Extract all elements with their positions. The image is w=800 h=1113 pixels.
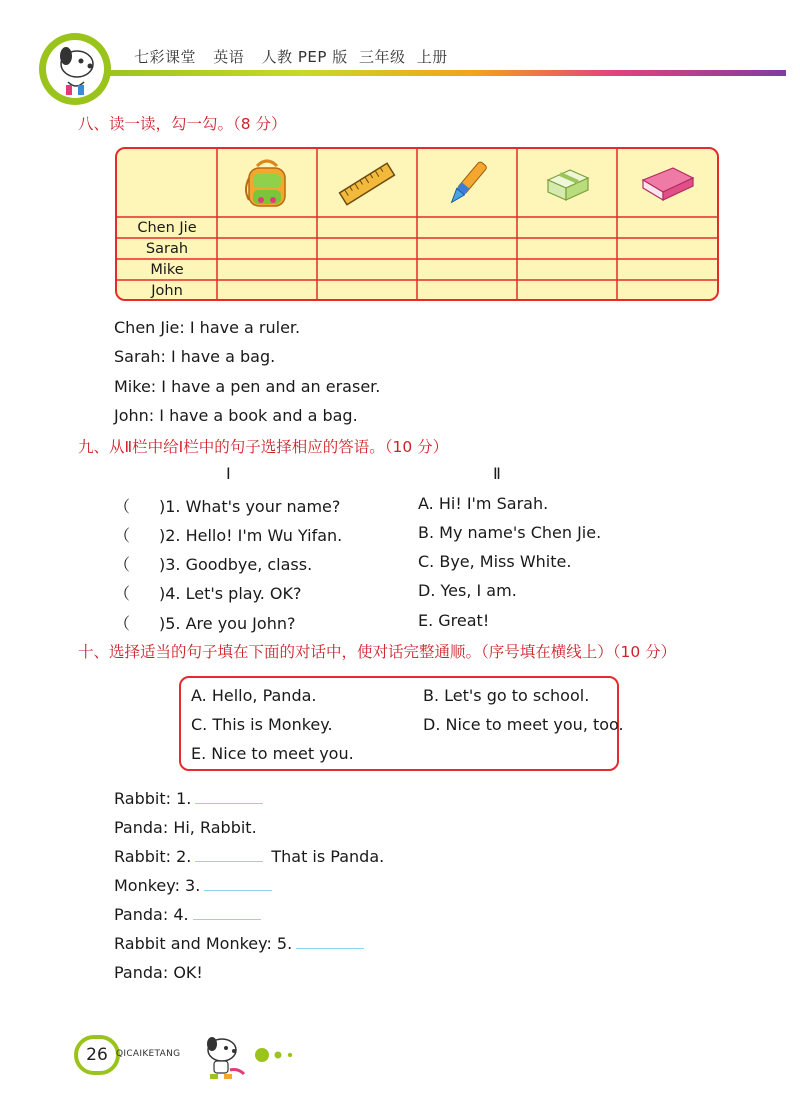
header-grade: 三年级 (358, 48, 406, 66)
section-8-title: 八、读一读，勾一勾。（8 分） (78, 115, 287, 133)
option-c: C. This is Monkey. (191, 715, 333, 734)
question-2-text: )2. Hello! I'm Wu Yifan. (159, 526, 343, 545)
dialogue-line-5 (114, 905, 261, 924)
dog-logo-icon (36, 30, 114, 108)
dialogue-line-3 (114, 847, 384, 866)
page-number: 26 (74, 1035, 120, 1075)
answer-a: A. Hi! I'm Sarah. (418, 494, 549, 513)
answer-blank[interactable]: （ (114, 497, 131, 516)
dialogue-line-2: Panda: Hi, Rabbit. (114, 818, 257, 837)
check-table (115, 147, 719, 301)
name-column (117, 218, 217, 301)
header-subject: 英语 (213, 48, 245, 66)
pen-icon (417, 155, 517, 213)
dialogue-line-4 (114, 876, 272, 895)
fill-blank-2[interactable] (195, 848, 263, 862)
question-5 (114, 611, 295, 634)
sentence-4: John: I have a book and a bag. (114, 406, 358, 425)
dialogue-line-1 (114, 789, 263, 808)
column-1-header: Ⅰ (226, 464, 231, 483)
name-chen-jie: Chen Jie (137, 220, 197, 236)
question-4 (114, 581, 302, 604)
answer-blank[interactable]: （ (114, 584, 131, 603)
dialogue-line-1-text: Rabbit: 1. (114, 789, 192, 808)
dialogue-line-3-text: Rabbit: 2. (114, 847, 192, 866)
fill-blank-1[interactable] (195, 790, 263, 804)
eraser-icon (517, 155, 617, 213)
footer-brand: QICAIKETANG (116, 1049, 181, 1059)
question-1-text: )1. What's your name? (159, 497, 341, 516)
fill-blank-5[interactable] (296, 935, 364, 949)
question-2 (114, 523, 342, 546)
option-b: B. Let's go to school. (423, 686, 590, 705)
header-series: 七彩课堂 (134, 48, 197, 66)
section-10-title: 十、选择适当的句子填在下面的对话中，使对话完整通顺。（序号填在横线上）（10 分） (78, 643, 677, 661)
answer-e: E. Great! (418, 611, 490, 630)
name-mike: Mike (150, 262, 184, 278)
name-john: John (151, 283, 183, 299)
question-5-text: )5. Are you John? (159, 614, 296, 633)
fill-blank-3[interactable] (204, 877, 272, 891)
answer-blank[interactable]: （ (114, 555, 131, 574)
question-3-text: )3. Goodbye, class. (159, 555, 313, 574)
dog-footer-icon (196, 1030, 252, 1086)
footer-dots-icon (254, 1045, 304, 1069)
option-e: E. Nice to meet you. (191, 744, 354, 763)
dialogue-line-3-tail: That is Panda. (271, 847, 385, 866)
answer-blank[interactable]: （ (114, 614, 131, 633)
answer-c: C. Bye, Miss White. (418, 552, 572, 571)
sentence-1: Chen Jie: I have a ruler. (114, 318, 301, 337)
dialogue-line-5-text: Panda: 4. (114, 905, 189, 924)
question-4-text: )4. Let's play. OK? (159, 584, 302, 603)
header-title (134, 46, 460, 67)
ruler-icon (317, 155, 417, 213)
dialogue-line-6 (114, 934, 364, 953)
answer-d: D. Yes, I am. (418, 581, 517, 600)
options-box (179, 676, 624, 771)
option-a: A. Hello, Panda. (191, 686, 317, 705)
fill-blank-4[interactable] (193, 906, 261, 920)
option-d: D. Nice to meet you, too. (423, 715, 624, 734)
bag-icon (217, 155, 317, 213)
question-1 (114, 494, 340, 517)
sentence-2: Sarah: I have a bag. (114, 347, 276, 366)
answer-blank[interactable]: （ (114, 526, 131, 545)
dialogue-line-4-text: Monkey: 3. (114, 876, 201, 895)
dialogue-line-7: Panda: OK! (114, 963, 203, 982)
header-rainbow-bar (96, 70, 786, 76)
dialogue-line-6-text: Rabbit and Monkey: 5. (114, 934, 293, 953)
question-3 (114, 552, 312, 575)
column-2-header: Ⅱ (493, 464, 501, 483)
name-sarah: Sarah (145, 241, 189, 257)
answer-b: B. My name's Chen Jie. (418, 523, 602, 542)
header-volume: 上册 (416, 48, 448, 66)
header-edition: 人教 PEP 版 (261, 48, 348, 66)
sentence-3: Mike: I have a pen and an eraser. (114, 377, 381, 396)
section-9-title: 九、从Ⅱ栏中给Ⅰ栏中的句子选择相应的答语。（10 分） (78, 438, 449, 456)
book-icon (617, 155, 717, 213)
